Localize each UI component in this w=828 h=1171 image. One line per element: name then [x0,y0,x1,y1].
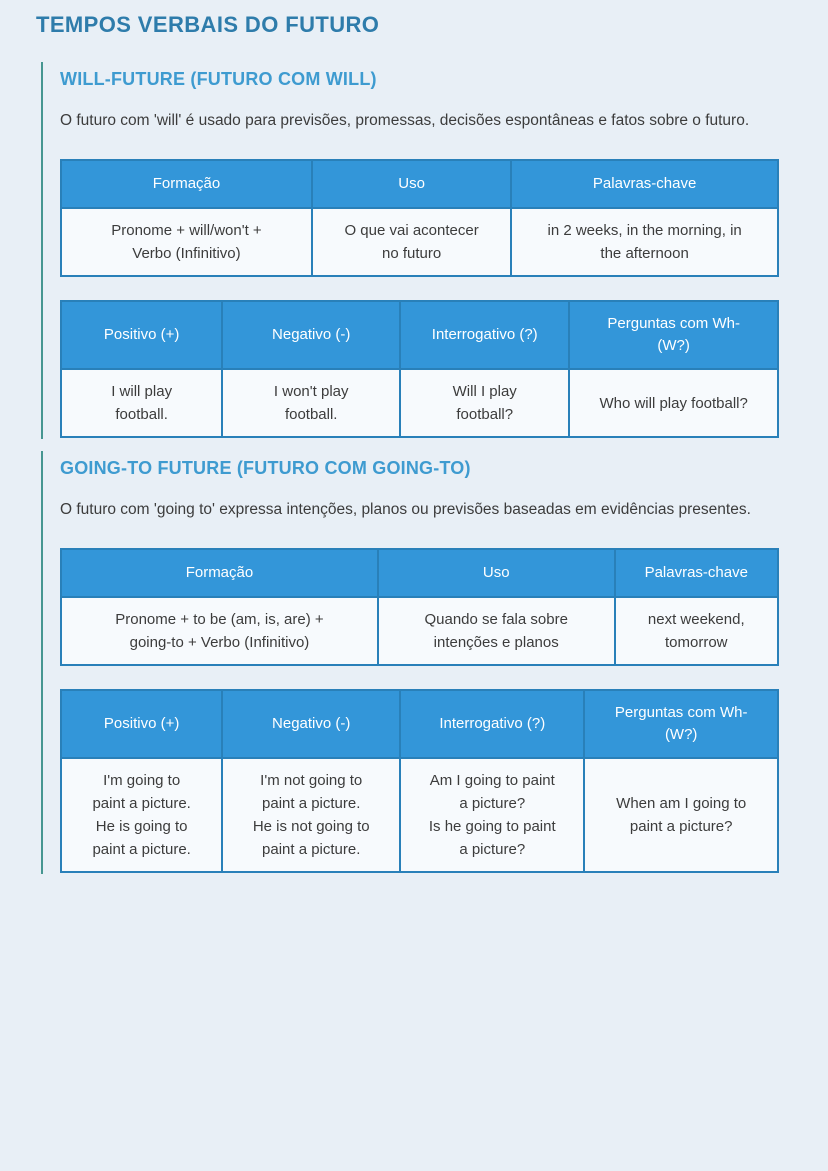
cell-interrogativo: Will I play football? [400,369,569,437]
will-future-heading: WILL-FUTURE (FUTURO COM WILL) [60,69,377,89]
column-header-formacao: Formação [61,160,312,208]
going-to-future-heading: GOING-TO FUTURE (FUTURO COM GOING-TO) [60,458,471,478]
table-body [61,208,778,276]
table-row [61,758,778,872]
cell-interrogativo: Am I going to paint a picture? Is he going to paint a picture? [400,758,584,872]
table-row [61,208,778,276]
cell-uso: Quando se fala sobre intenções e planos [378,597,615,665]
section-will-future [41,62,779,439]
cell-positivo: I will play football. [61,369,222,437]
going-to-formation-table [60,548,779,666]
will-formation-table [60,159,779,277]
table-body [61,758,778,872]
column-header-positivo: Positivo (+) [61,690,222,758]
table-header-row [61,301,778,369]
cell-positivo: I'm going to paint a picture. He is going to paint a picture. [61,758,222,872]
table-header-row [61,160,778,208]
column-header-formacao: Formação [61,549,378,597]
table-body [61,597,778,665]
cell-uso: O que vai acontecer no futuro [312,208,511,276]
table-row [61,597,778,665]
cell-negativo: I won't play football. [222,369,400,437]
column-header-negativo: Negativo (-) [222,690,400,758]
cell-formacao: Pronome + to be (am, is, are) + going-to + Verbo (Infinitivo) [61,597,378,665]
table-row [61,160,778,208]
going-to-future-description: O futuro com 'going to' expressa intenções, planos ou previsões baseadas em evidências presentes. [60,501,751,518]
cell-palavras-chave: next weekend, tomorrow [615,597,778,665]
column-header-uso: Uso [378,549,615,597]
table-row [61,369,778,437]
cell-perguntas-wh: Who will play football? [569,369,778,437]
cell-formacao: Pronome + will/won't + Verbo (Infinitivo) [61,208,312,276]
column-header-perguntas-wh: Perguntas com Wh- (W?) [584,690,778,758]
cell-perguntas-wh: When am I going to paint a picture? [584,758,778,872]
column-header-palavras-chave: Palavras-chave [615,549,778,597]
table-row [61,301,778,369]
table-row [61,549,778,597]
column-header-interrogativo: Interrogativo (?) [400,690,584,758]
section-going-to-future [41,451,779,874]
column-header-negativo: Negativo (-) [222,301,400,369]
table-header-row [61,690,778,758]
column-header-palavras-chave: Palavras-chave [511,160,778,208]
cell-palavras-chave: in 2 weeks, in the morning, in the afternoon [511,208,778,276]
table-header-row [61,549,778,597]
will-future-description: O futuro com 'will' é usado para previsões, promessas, decisões espontâneas e fatos sobre o futuro. [60,112,750,129]
will-forms-table [60,300,779,438]
page-title: TEMPOS VERBAIS DO FUTURO [36,12,380,37]
column-header-positivo: Positivo (+) [61,301,222,369]
column-header-uso: Uso [312,160,511,208]
table-row [61,690,778,758]
cell-negativo: I'm not going to paint a picture. He is not going to paint a picture. [222,758,400,872]
going-to-forms-table [60,689,779,873]
table-body [61,369,778,437]
column-header-perguntas-wh: Perguntas com Wh- (W?) [569,301,778,369]
column-header-interrogativo: Interrogativo (?) [400,301,569,369]
